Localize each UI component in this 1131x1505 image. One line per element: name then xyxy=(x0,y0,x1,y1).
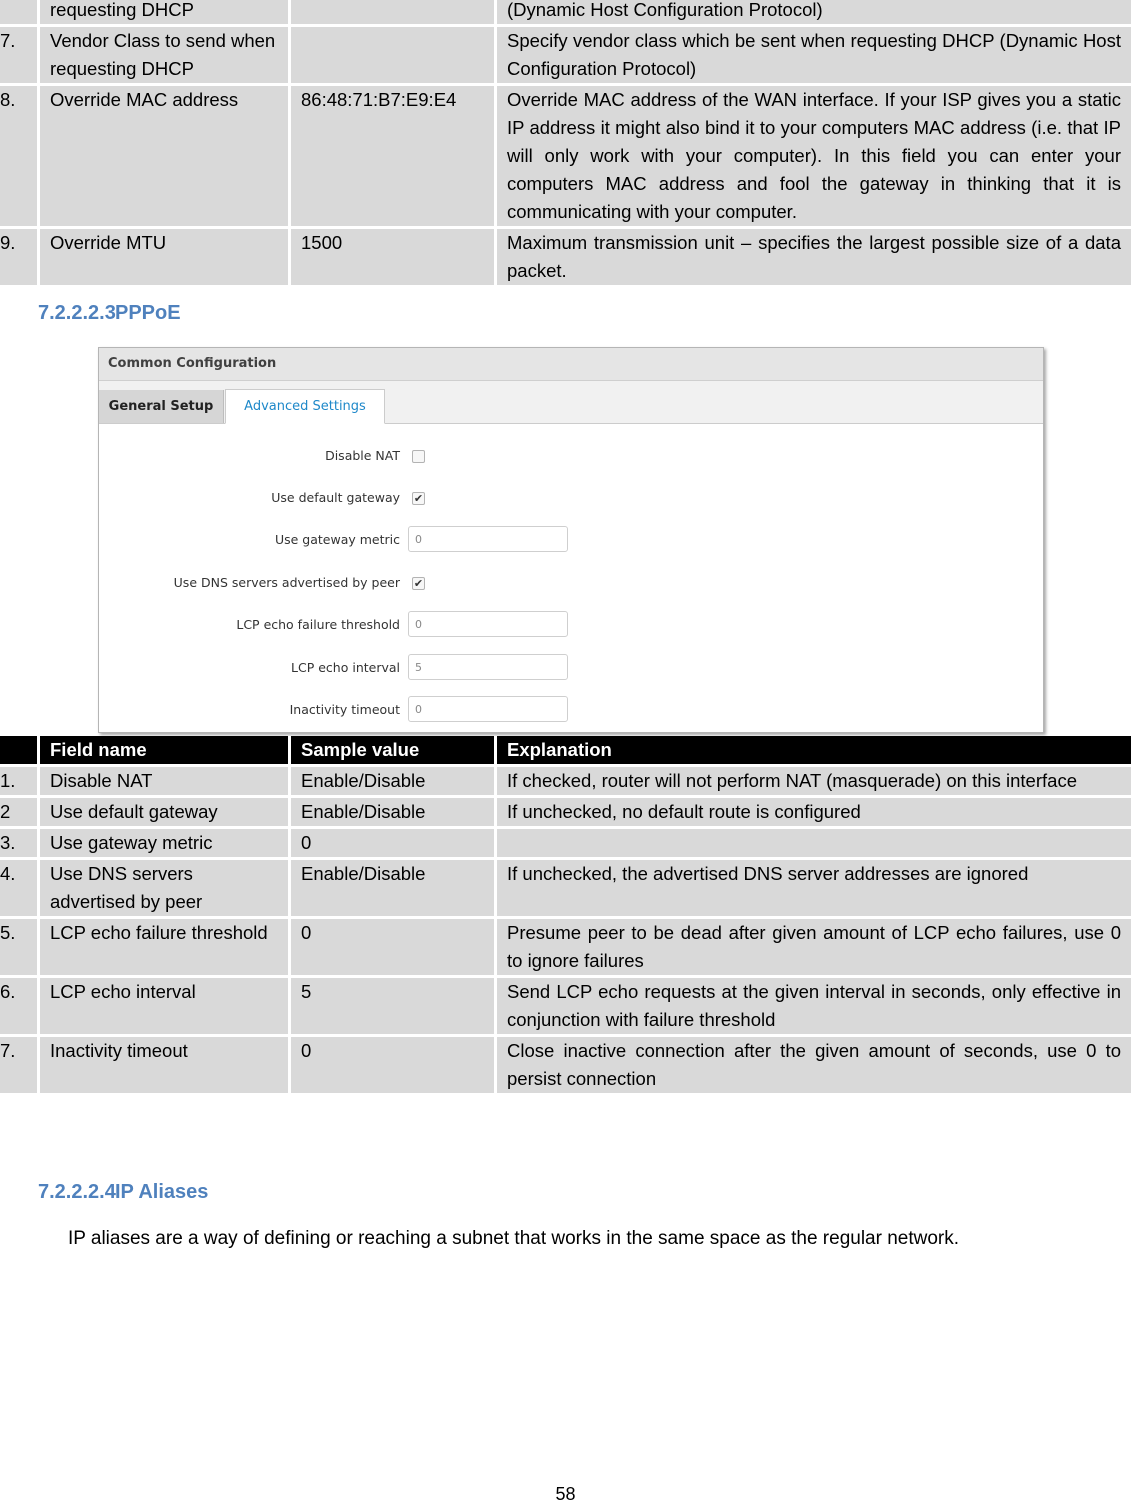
explanation: Send LCP echo requests at the given interval in seconds, only effective in conjunction with failure threshold xyxy=(497,978,1131,1037)
setting-label: Use gateway metric xyxy=(274,532,400,547)
section-heading-pppoe xyxy=(38,302,181,325)
setting-label: LCP echo failure threshold xyxy=(236,617,400,632)
pppoe-fields-table xyxy=(0,736,1131,1096)
top-settings-table xyxy=(0,0,1131,288)
setting-row-use-gateway-metric xyxy=(99,525,1043,555)
field-name: Inactivity timeout xyxy=(40,1037,291,1096)
explanation: (Dynamic Host Configuration Protocol) xyxy=(497,0,1131,27)
explanation: If unchecked, the advertised DNS server addresses are ignored xyxy=(497,860,1131,919)
table-row xyxy=(0,1037,1131,1096)
disable-nat-checkbox[interactable] xyxy=(412,450,425,463)
row-number: 5. xyxy=(0,919,40,978)
lcp-echo-interval-input[interactable]: 5 xyxy=(408,654,568,680)
gateway-metric-input[interactable]: 0 xyxy=(408,526,568,552)
row-number: 1. xyxy=(0,767,40,798)
table-row xyxy=(0,767,1131,798)
row-number: 8. xyxy=(0,86,40,229)
table-row xyxy=(0,229,1131,288)
setting-row-use-default-gateway xyxy=(99,483,1043,513)
field-name: LCP echo failure threshold xyxy=(40,919,291,978)
section-heading-ip-aliases xyxy=(38,1181,208,1204)
row-number: 7. xyxy=(0,27,40,86)
field-name: Use gateway metric xyxy=(40,829,291,860)
explanation: Close inactive connection after the given amount of seconds, use 0 to persist connection xyxy=(497,1037,1131,1096)
common-configuration-panel xyxy=(98,347,1044,733)
setting-label: Use DNS servers advertised by peer xyxy=(173,575,400,590)
sample-value: 86:48:71:B7:E9:E4 xyxy=(291,86,497,229)
explanation: Override MAC address of the WAN interface. If your ISP gives you a static IP address it might also bind it to your computers MAC address (i.e. that IP will only work with your computer). In this field you can enter your computers MAC address and fool the gateway in thinking that it is communicating with your computer. xyxy=(497,86,1131,229)
sample-value xyxy=(291,0,497,27)
sample-value: Enable/Disable xyxy=(291,767,497,798)
sample-value: 0 xyxy=(291,919,497,978)
setting-row-lcp-echo-interval xyxy=(99,653,1043,683)
setting-row-lcp-echo-failure-threshold xyxy=(99,610,1043,640)
explanation: If checked, router will not perform NAT (masquerade) on this interface xyxy=(497,767,1131,798)
table-row xyxy=(0,919,1131,978)
row-number: 2 xyxy=(0,798,40,829)
sample-value xyxy=(291,27,497,86)
setting-row-use-dns-servers xyxy=(99,568,1043,598)
setting-row-disable-nat xyxy=(99,441,1043,471)
setting-label: Use default gateway xyxy=(271,490,400,505)
field-name: Disable NAT xyxy=(40,767,291,798)
table-header-row xyxy=(0,736,1131,767)
section-number: 7.2.2.2.3 xyxy=(38,302,116,324)
row-number: 3. xyxy=(0,829,40,860)
table-row xyxy=(0,829,1131,860)
field-name: Override MAC address xyxy=(40,86,291,229)
sample-value: 1500 xyxy=(291,229,497,288)
section-title: IP Aliases xyxy=(115,1181,209,1203)
setting-label: LCP echo interval xyxy=(291,660,400,675)
lcp-echo-failure-threshold-input[interactable]: 0 xyxy=(408,611,568,637)
setting-label: Inactivity timeout xyxy=(289,702,400,717)
sample-value: Enable/Disable xyxy=(291,798,497,829)
explanation: If unchecked, no default route is configured xyxy=(497,798,1131,829)
row-number: 6. xyxy=(0,978,40,1037)
setting-row-inactivity-timeout xyxy=(99,695,1043,725)
sample-value: 5 xyxy=(291,978,497,1037)
field-name: Use default gateway xyxy=(40,798,291,829)
tab-general-setup[interactable]: General Setup xyxy=(99,390,224,423)
setting-label: Disable NAT xyxy=(325,448,400,463)
explanation: Maximum transmission unit – specifies the largest possible size of a data packet. xyxy=(497,229,1131,288)
explanation: Specify vendor class which be sent when requesting DHCP (Dynamic Host Configuration Protocol) xyxy=(497,27,1131,86)
table-row xyxy=(0,27,1131,86)
tab-bar xyxy=(99,381,1043,424)
page-number: 58 xyxy=(555,1484,576,1504)
table-row xyxy=(0,0,1131,27)
section-title: PPPoE xyxy=(115,302,181,324)
explanation xyxy=(497,829,1131,860)
field-name: Vendor Class to send when requesting DHCP xyxy=(40,27,291,86)
ip-aliases-description: IP aliases are a way of defining or reaching a subnet that works in the same space as the regular network. xyxy=(68,1228,960,1249)
row-number xyxy=(0,0,40,27)
row-number: 4. xyxy=(0,860,40,919)
sample-value: 0 xyxy=(291,829,497,860)
table-row xyxy=(0,86,1131,229)
field-name: Override MTU xyxy=(40,229,291,288)
row-number: 9. xyxy=(0,229,40,288)
tab-advanced-settings[interactable]: Advanced Settings xyxy=(225,389,385,424)
row-number: 7. xyxy=(0,1037,40,1096)
table-row xyxy=(0,798,1131,829)
column-header: Sample value xyxy=(291,736,497,767)
field-name: Use DNS servers advertised by peer xyxy=(40,860,291,919)
section-number: 7.2.2.2.4 xyxy=(38,1181,116,1203)
use-default-gateway-checkbox[interactable]: ✔ xyxy=(413,492,424,505)
table-row xyxy=(0,860,1131,919)
column-header xyxy=(0,736,40,767)
column-header: Explanation xyxy=(497,736,1131,767)
use-dns-servers-checkbox[interactable]: ✔ xyxy=(413,577,424,590)
field-name: requesting DHCP xyxy=(40,0,291,27)
table-row xyxy=(0,978,1131,1037)
column-header: Field name xyxy=(40,736,291,767)
explanation: Presume peer to be dead after given amount of LCP echo failures, use 0 to ignore failures xyxy=(497,919,1131,978)
sample-value: 0 xyxy=(291,1037,497,1096)
field-name: LCP echo interval xyxy=(40,978,291,1037)
inactivity-timeout-input[interactable]: 0 xyxy=(408,696,568,722)
sample-value: Enable/Disable xyxy=(291,860,497,919)
panel-title: Common Configuration xyxy=(99,348,1043,381)
